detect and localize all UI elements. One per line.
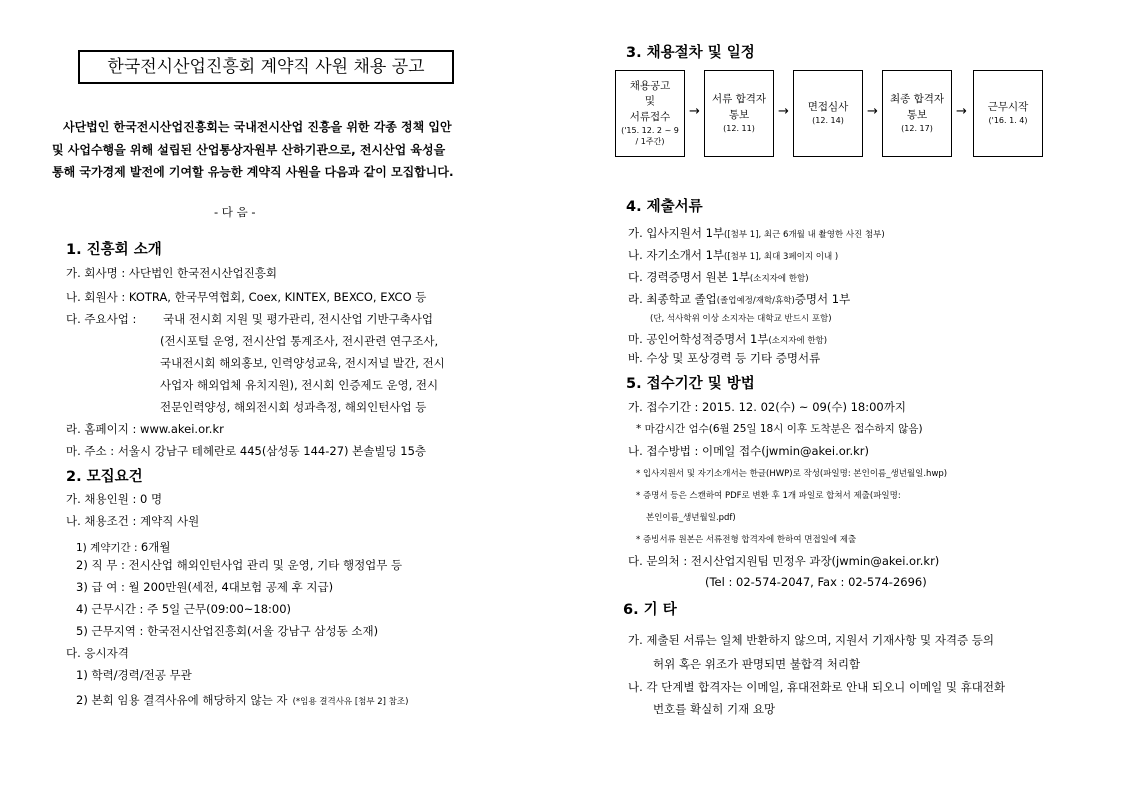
- s4-graduation: [628, 288, 850, 307]
- s5-contact: 다. 문의처 : 전시산업지원팀 민정우 과장(jwmin@akei.or.kr): [628, 554, 940, 568]
- s4-graduation-note: (졸업예정/재학/휴학): [716, 296, 795, 306]
- step-date: ('15. 12. 2 ~ 9: [621, 125, 679, 135]
- s2-contract-period: [76, 536, 170, 555]
- s5-period: 가. 접수기간 : 2015. 12. 02(수) ~ 09(수) 18:00까지: [628, 400, 906, 414]
- s4-career-note: (소지자에 한함): [749, 274, 809, 284]
- section-6-heading: 6. 기 타: [623, 602, 677, 618]
- process-step-4: [882, 70, 952, 157]
- s4-application-text: 가. 입사지원서 1부: [628, 226, 725, 240]
- step-label: 통보: [728, 108, 750, 121]
- step-date: (12. 14): [812, 116, 844, 126]
- s4-awards: 바. 수상 및 포상경력 등 기타 증명서류: [628, 351, 821, 365]
- s2-qual-2: [76, 689, 408, 708]
- s4-language-text: 마. 공인어학성적증명서 1부: [628, 332, 769, 346]
- section-1-heading: 1. 진흥회 소개: [66, 242, 162, 258]
- s6-documents-cont: 허위 혹은 위조가 판명되면 불합격 처리함: [653, 657, 861, 671]
- s1-homepage: 라. 홈페이지 : www.akei.or.kr: [66, 422, 224, 436]
- arrow-icon: →: [778, 104, 789, 119]
- arrow-icon: →: [689, 104, 700, 119]
- section-4-heading: 4. 제출서류: [626, 199, 703, 215]
- step-label: 통보: [906, 108, 928, 121]
- s5-method: 나. 접수방법 : 이메일 접수(jwmin@akei.or.kr): [628, 444, 869, 458]
- s5-note-original: * 증빙서류 원본은 서류전형 합격자에 한하여 면접일에 제출: [636, 535, 857, 545]
- step-date: (12. 11): [723, 123, 755, 133]
- s2-salary: 3) 급 여 : 월 200만원(세전, 4대보험 공제 후 지급): [76, 580, 334, 594]
- step-label: 서류접수: [629, 110, 671, 123]
- s5-note-pdf-cont: 본인이름_생년월일.pdf): [646, 513, 736, 523]
- s5-tel-fax: (Tel : 02-574-2047, Fax : 02-574-2696): [705, 575, 927, 589]
- s6-notice: 나. 각 단계별 합격자는 이메일, 휴대전화로 안내 되오니 이메일 및 휴대전화: [628, 680, 1006, 694]
- step-label: 및: [644, 95, 656, 108]
- s2-contract-period-label: 1) 계약기간 :: [76, 542, 141, 554]
- s4-graduation-sub: (단, 석사학위 이상 소지자는 대학교 반드시 포함): [650, 314, 832, 324]
- step-date: / 1주간): [635, 137, 665, 147]
- step-label: 채용공고: [629, 80, 671, 93]
- s1-members: 나. 회원사 : KOTRA, 한국무역협회, Coex, KINTEX, BEXCO, EXCO 등: [66, 290, 427, 304]
- process-step-5: [973, 70, 1043, 157]
- s4-career: [628, 266, 809, 285]
- process-step-1: [615, 70, 685, 157]
- s5-deadline-note: * 마감시간 엄수(6월 25일 18시 이후 도착분은 접수하지 않음): [636, 423, 923, 435]
- s1-business-line: (전시포털 운영, 전시산업 통계조사, 전시관련 연구조사,: [160, 334, 439, 348]
- s4-application: [628, 222, 885, 241]
- s1-business-line: 국내 전시회 지원 및 평가관리, 전시산업 기반구축사업: [163, 312, 433, 326]
- s1-address: 마. 주소 : 서울시 강남구 테헤란로 445(삼성동 144-27) 본솔빌딩 15층: [66, 444, 427, 458]
- da-eum-heading: - 다 음 -: [214, 205, 256, 219]
- process-step-3: [793, 70, 863, 157]
- s2-location: 5) 근무지역 : 한국전시산업진흥회(서울 강남구 삼성동 소재): [76, 624, 379, 638]
- s6-notice-cont: 번호를 확실히 기재 요망: [653, 702, 776, 716]
- s4-language-note: (소지자에 한함): [768, 336, 828, 346]
- s4-intro-letter-text: 나. 자기소개서 1부: [628, 248, 725, 262]
- s2-contract-period-value: 6개월: [140, 540, 171, 554]
- section-3-heading: 3. 채용절차 및 일정: [626, 45, 755, 61]
- s1-business-line: 전문인력양성, 해외전시회 성과측정, 해외인턴사업 등: [160, 400, 427, 414]
- intro-line-2: 및 사업수행을 위해 설립된 산업통상자원부 산하기관으로, 전시산업 육성을: [52, 143, 446, 157]
- s1-business-line: 국내전시회 해외홍보, 인력양성교육, 전시저널 발간, 전시: [160, 356, 445, 370]
- s2-qual-2-text: 2) 본회 임용 결격사유에 해당하지 않는 자: [76, 693, 288, 707]
- s1-business-label: 다. 주요사업 :: [66, 312, 137, 326]
- section-5-heading: 5. 접수기간 및 방법: [626, 376, 755, 392]
- s2-hours: 4) 근무시간 : 주 5일 근무(09:00~18:00): [76, 602, 292, 616]
- s2-headcount: 가. 채용인원 : 0 명: [66, 492, 163, 506]
- arrow-icon: →: [956, 104, 967, 119]
- s4-career-text: 다. 경력증명서 원본 1부: [628, 270, 750, 284]
- s5-note-hwp: * 입사지원서 및 자기소개서는 한글(HWP)로 작성(파일명: 본인이름_생년월일.hwp): [636, 469, 948, 479]
- s2-qual-1: 1) 학력/경력/전공 무관: [76, 668, 192, 682]
- intro-line-3: 통해 국가경제 발전에 기여할 유능한 계약직 사원을 다음과 같이 모집합니다.: [52, 165, 454, 179]
- s4-language: [628, 328, 827, 347]
- arrow-icon: →: [867, 104, 878, 119]
- s4-intro-letter: [628, 244, 838, 263]
- s1-business-line: 사업자 해외업체 유치지원), 전시회 인증제도 운영, 전시: [160, 378, 439, 392]
- s1-company: 가. 회사명 : 사단법인 한국전시산업진흥회: [66, 266, 278, 280]
- process-step-2: [704, 70, 774, 157]
- step-label: 근무시작: [987, 101, 1029, 114]
- intro-line-1: 사단법인 한국전시산업진흥회는 국내전시산업 진흥을 위한 각종 정책 입안: [63, 120, 452, 134]
- s4-graduation-text-b: 증명서 1부: [794, 292, 851, 306]
- s4-intro-letter-note: ([첨부 1], 최대 3페이지 이내 ): [724, 252, 839, 262]
- s2-qualification: 다. 응시자격: [66, 646, 129, 660]
- page-title: 한국전시산업진흥회 계약직 사원 채용 공고: [78, 50, 454, 84]
- s4-graduation-text: 라. 최종학교 졸업: [628, 292, 717, 306]
- s2-duty: 2) 직 무 : 전시산업 해외인턴사업 관리 및 운영, 기타 행정업무 등: [76, 558, 403, 572]
- s2-qual-2-note: (*임용 결격사유 [첨부 2] 참조): [292, 697, 409, 707]
- step-date: (12. 17): [901, 123, 933, 133]
- s6-documents: 가. 제출된 서류는 일체 반환하지 않으며, 지원서 기재사항 및 자격증 등의: [628, 633, 995, 647]
- step-label: 서류 합격자: [711, 93, 767, 106]
- section-2-heading: 2. 모집요건: [66, 469, 143, 485]
- s5-note-pdf: * 증명서 등은 스캔하여 PDF로 변환 후 1개 파일로 합쳐서 제출(파일명:: [636, 491, 901, 501]
- step-label: 최종 합격자: [889, 93, 945, 106]
- s2-condition: 나. 채용조건 : 계약직 사원: [66, 514, 200, 528]
- step-label: 면접심사: [807, 101, 849, 114]
- s4-application-note: ([첨부 1], 최근 6개월 내 촬영한 사진 첨부): [724, 230, 885, 240]
- step-date: ('16. 1. 4): [988, 116, 1028, 126]
